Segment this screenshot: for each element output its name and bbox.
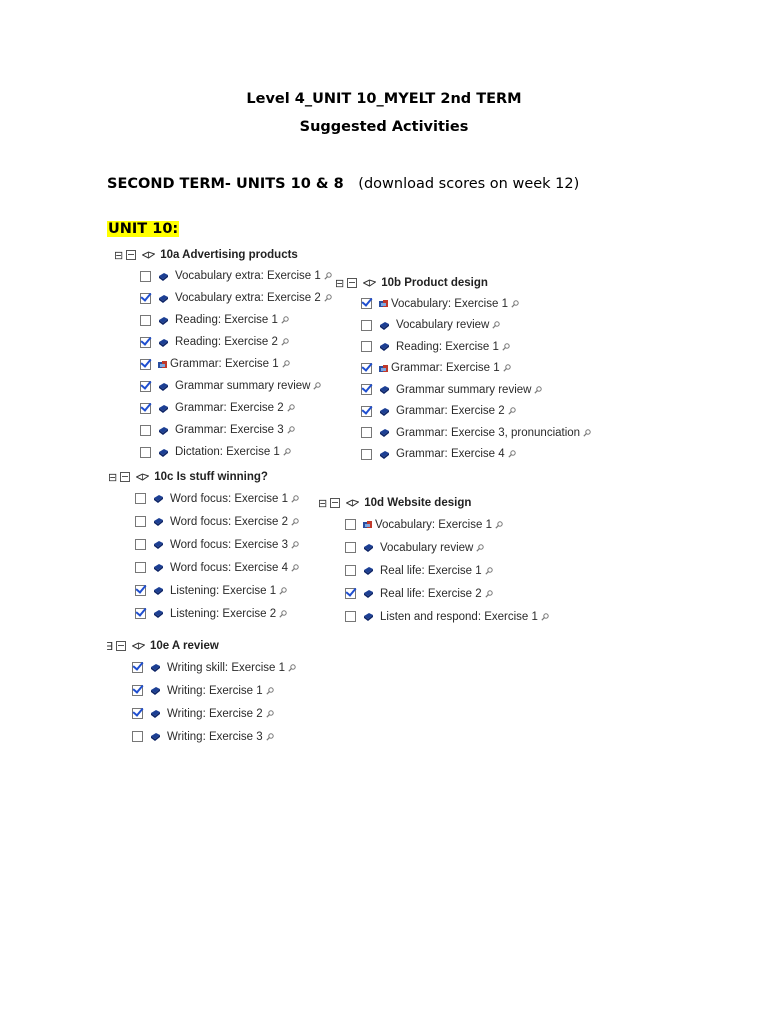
checkbox[interactable] [361, 384, 372, 395]
minus-box-icon[interactable] [116, 641, 126, 651]
search-icon[interactable] [279, 610, 287, 618]
search-icon[interactable] [266, 733, 274, 741]
checkbox[interactable] [345, 519, 356, 530]
book-icon [153, 493, 164, 504]
section-header[interactable] [114, 245, 332, 265]
media-icon [379, 298, 388, 309]
open-book-icon [136, 473, 149, 481]
section-label: 10c Is stuff winning? [154, 471, 268, 483]
search-icon[interactable] [288, 664, 296, 672]
search-icon[interactable] [508, 407, 516, 415]
book-icon [158, 447, 169, 458]
activity-label[interactable]: Writing skill: Exercise 1 [167, 661, 286, 674]
book-icon [153, 608, 164, 619]
activity-label[interactable]: Vocabulary extra: Exercise 1 [175, 270, 321, 282]
activity-item[interactable] [114, 309, 332, 331]
book-icon [150, 708, 161, 719]
search-icon[interactable] [508, 450, 516, 458]
activity-label[interactable]: Grammar: Exercise 2 [396, 405, 505, 418]
term-heading: SECOND TERM- UNITS 10 & 8 [107, 176, 344, 192]
activity-item[interactable] [108, 602, 299, 625]
activity-label[interactable]: Grammar summary review [396, 383, 532, 396]
section-label: 10b Product design [381, 277, 488, 289]
media-icon [158, 359, 167, 370]
activity-item[interactable] [114, 441, 332, 463]
checkbox[interactable] [135, 516, 146, 527]
search-icon[interactable] [502, 343, 510, 351]
checkbox[interactable] [140, 293, 151, 304]
activity-label[interactable]: Reading: Exercise 1 [175, 314, 278, 326]
book-icon [153, 539, 164, 550]
section-10c [108, 467, 299, 625]
book-icon [150, 685, 161, 696]
checkbox[interactable] [361, 406, 372, 417]
term-line [107, 176, 579, 192]
search-icon[interactable] [291, 564, 299, 572]
book-icon [363, 542, 374, 553]
checkbox[interactable] [361, 320, 372, 331]
activity-item[interactable] [114, 287, 332, 309]
activity-item[interactable] [106, 656, 296, 679]
book-icon [379, 427, 390, 438]
activity-label[interactable]: Grammar: Exercise 1 [391, 362, 500, 375]
checkbox[interactable] [361, 427, 372, 438]
activity-label[interactable]: Vocabulary review [380, 541, 474, 554]
book-icon [153, 562, 164, 573]
search-icon[interactable] [282, 360, 290, 368]
open-book-icon [346, 499, 359, 507]
search-icon[interactable] [485, 567, 493, 575]
search-icon[interactable] [287, 426, 295, 434]
checkbox[interactable] [140, 403, 151, 414]
section-header[interactable] [106, 636, 296, 656]
activity-item[interactable] [108, 533, 299, 556]
section-10a [114, 245, 332, 463]
search-icon[interactable] [583, 429, 591, 437]
search-icon[interactable] [291, 541, 299, 549]
search-icon[interactable] [283, 448, 291, 456]
activity-item[interactable] [335, 444, 591, 466]
activity-item[interactable] [318, 582, 549, 605]
activity-item[interactable] [318, 605, 549, 628]
search-icon[interactable] [313, 382, 321, 390]
activity-label[interactable]: Word focus: Exercise 1 [170, 492, 289, 505]
checkbox[interactable] [345, 611, 356, 622]
search-icon[interactable] [534, 386, 542, 394]
checkbox[interactable] [140, 315, 151, 326]
book-icon [158, 381, 169, 392]
activity-item[interactable] [335, 293, 591, 315]
section-header[interactable] [335, 273, 591, 293]
activity-item[interactable] [114, 419, 332, 441]
search-icon[interactable] [281, 338, 289, 346]
book-icon [150, 662, 161, 673]
checkbox[interactable] [361, 341, 372, 352]
media-icon [363, 519, 372, 530]
checkbox[interactable] [135, 562, 146, 573]
activity-label[interactable]: Reading: Exercise 2 [175, 336, 278, 348]
activity-item[interactable] [335, 422, 591, 444]
collapse-icon[interactable]: ⊟ [108, 471, 118, 484]
activity-item[interactable] [114, 397, 332, 419]
activity-label[interactable]: Grammar summary review [175, 380, 311, 392]
activity-label[interactable]: Grammar: Exercise 2 [175, 402, 284, 414]
checkbox[interactable] [132, 685, 143, 696]
minus-box-icon[interactable] [126, 250, 136, 260]
search-icon[interactable] [266, 710, 274, 718]
activity-item[interactable] [106, 702, 296, 725]
book-icon [379, 406, 390, 417]
section-header[interactable] [318, 493, 549, 513]
activity-label[interactable]: Listen and respond: Exercise 1 [380, 610, 538, 623]
book-icon [158, 337, 169, 348]
activity-item[interactable] [108, 556, 299, 579]
collapse-icon[interactable]: ⊟ [318, 497, 328, 510]
activity-label[interactable]: Reading: Exercise 1 [396, 340, 499, 353]
section-10d [318, 493, 549, 628]
search-icon[interactable] [324, 294, 332, 302]
book-icon [158, 425, 169, 436]
search-icon[interactable] [511, 300, 519, 308]
activity-item[interactable] [114, 375, 332, 397]
activity-item[interactable] [335, 401, 591, 423]
section-10e [106, 636, 296, 748]
activity-item[interactable] [108, 487, 299, 510]
activity-label[interactable]: Grammar: Exercise 4 [396, 448, 505, 461]
checkbox[interactable] [132, 662, 143, 673]
activity-item[interactable] [114, 265, 332, 287]
open-book-icon [363, 279, 376, 287]
activity-label[interactable]: Grammar: Exercise 3 [175, 424, 284, 436]
checkbox[interactable] [361, 363, 372, 374]
section-label: 10a Advertising products [160, 249, 298, 261]
minus-box-icon[interactable] [330, 498, 340, 508]
section-label: 10d Website design [364, 497, 472, 509]
activity-label[interactable]: Writing: Exercise 1 [167, 684, 263, 697]
book-icon [150, 731, 161, 742]
minus-box-icon[interactable] [347, 278, 357, 288]
search-icon[interactable] [541, 613, 549, 621]
search-icon[interactable] [495, 521, 503, 529]
open-book-icon [132, 642, 145, 650]
checkbox[interactable] [140, 271, 151, 282]
book-icon [379, 449, 390, 460]
checkbox[interactable] [361, 449, 372, 460]
book-icon [379, 384, 390, 395]
search-icon[interactable] [281, 316, 289, 324]
activity-label[interactable]: Grammar: Exercise 3, pronunciation [396, 426, 581, 439]
section-10b [335, 273, 591, 465]
activity-item[interactable] [318, 536, 549, 559]
activity-item[interactable] [108, 510, 299, 533]
activity-item[interactable] [114, 353, 332, 375]
checkbox[interactable] [135, 539, 146, 550]
activity-label[interactable]: Listening: Exercise 2 [170, 607, 277, 620]
book-icon [158, 271, 169, 282]
book-icon [363, 565, 374, 576]
activity-label[interactable]: Real life: Exercise 1 [380, 564, 482, 577]
checkbox[interactable] [140, 337, 151, 348]
checkbox[interactable] [132, 708, 143, 719]
checkbox[interactable] [361, 298, 372, 309]
checkbox[interactable] [140, 359, 151, 370]
search-icon[interactable] [476, 544, 484, 552]
term-note: (download scores on week 12) [358, 176, 580, 192]
book-icon [158, 315, 169, 326]
search-icon[interactable] [324, 272, 332, 280]
open-book-icon [142, 251, 155, 259]
activity-item[interactable] [318, 559, 549, 582]
book-icon [379, 341, 390, 352]
document-subtitle: Suggested Activities [299, 119, 469, 135]
search-icon[interactable] [492, 321, 500, 329]
activity-item[interactable] [106, 725, 296, 748]
activity-item[interactable] [335, 358, 591, 380]
activity-item[interactable] [108, 579, 299, 602]
activity-label[interactable]: Real life: Exercise 2 [380, 587, 482, 600]
minus-box-icon[interactable] [120, 472, 130, 482]
checkbox[interactable] [135, 585, 146, 596]
unit-label: UNIT 10: [108, 221, 179, 237]
activity-item[interactable] [335, 379, 591, 401]
book-icon [153, 585, 164, 596]
book-icon [153, 516, 164, 527]
book-icon [363, 588, 374, 599]
checkbox[interactable] [140, 447, 151, 458]
collapse-icon[interactable]: ⊟ [335, 277, 345, 290]
activity-item[interactable] [335, 315, 591, 337]
checkbox[interactable] [132, 731, 143, 742]
activity-item[interactable] [335, 336, 591, 358]
section-label: 10e A review [149, 640, 219, 652]
activity-item[interactable] [114, 331, 332, 353]
activity-label[interactable]: Listening: Exercise 1 [170, 584, 277, 597]
activity-label[interactable]: Word focus: Exercise 3 [170, 538, 289, 551]
activity-item[interactable] [318, 513, 549, 536]
activity-label[interactable]: Word focus: Exercise 2 [170, 515, 289, 528]
collapse-icon[interactable]: ∃ [106, 640, 113, 653]
checkbox[interactable] [345, 588, 356, 599]
checkbox[interactable] [135, 608, 146, 619]
search-icon[interactable] [291, 495, 299, 503]
search-icon[interactable] [291, 518, 299, 526]
activity-label[interactable]: Writing: Exercise 3 [167, 730, 263, 743]
activity-label[interactable]: Vocabulary: Exercise 1 [375, 518, 492, 531]
search-icon[interactable] [485, 590, 493, 598]
collapse-icon[interactable]: ⊟ [114, 249, 124, 262]
checkbox[interactable] [345, 542, 356, 553]
book-icon [158, 403, 169, 414]
activity-label[interactable]: Word focus: Exercise 4 [170, 561, 289, 574]
document-title: Level 4_UNIT 10_MYELT 2nd TERM [246, 91, 522, 107]
checkbox[interactable] [140, 425, 151, 436]
activity-label[interactable]: Vocabulary extra: Exercise 2 [175, 292, 321, 304]
activity-item[interactable] [106, 679, 296, 702]
checkbox[interactable] [140, 381, 151, 392]
search-icon[interactable] [287, 404, 295, 412]
activity-label[interactable]: Grammar: Exercise 1 [170, 358, 279, 370]
activity-label[interactable]: Dictation: Exercise 1 [175, 446, 280, 458]
media-icon [379, 363, 388, 374]
section-header[interactable] [108, 467, 299, 487]
checkbox[interactable] [345, 565, 356, 576]
search-icon[interactable] [266, 687, 274, 695]
book-icon [158, 293, 169, 304]
activity-label[interactable]: Vocabulary: Exercise 1 [391, 297, 508, 310]
search-icon[interactable] [279, 587, 287, 595]
book-icon [379, 320, 390, 331]
book-icon [363, 611, 374, 622]
checkbox[interactable] [135, 493, 146, 504]
search-icon[interactable] [503, 364, 511, 372]
activity-label[interactable]: Vocabulary review [396, 319, 490, 332]
activity-label[interactable]: Writing: Exercise 2 [167, 707, 263, 720]
